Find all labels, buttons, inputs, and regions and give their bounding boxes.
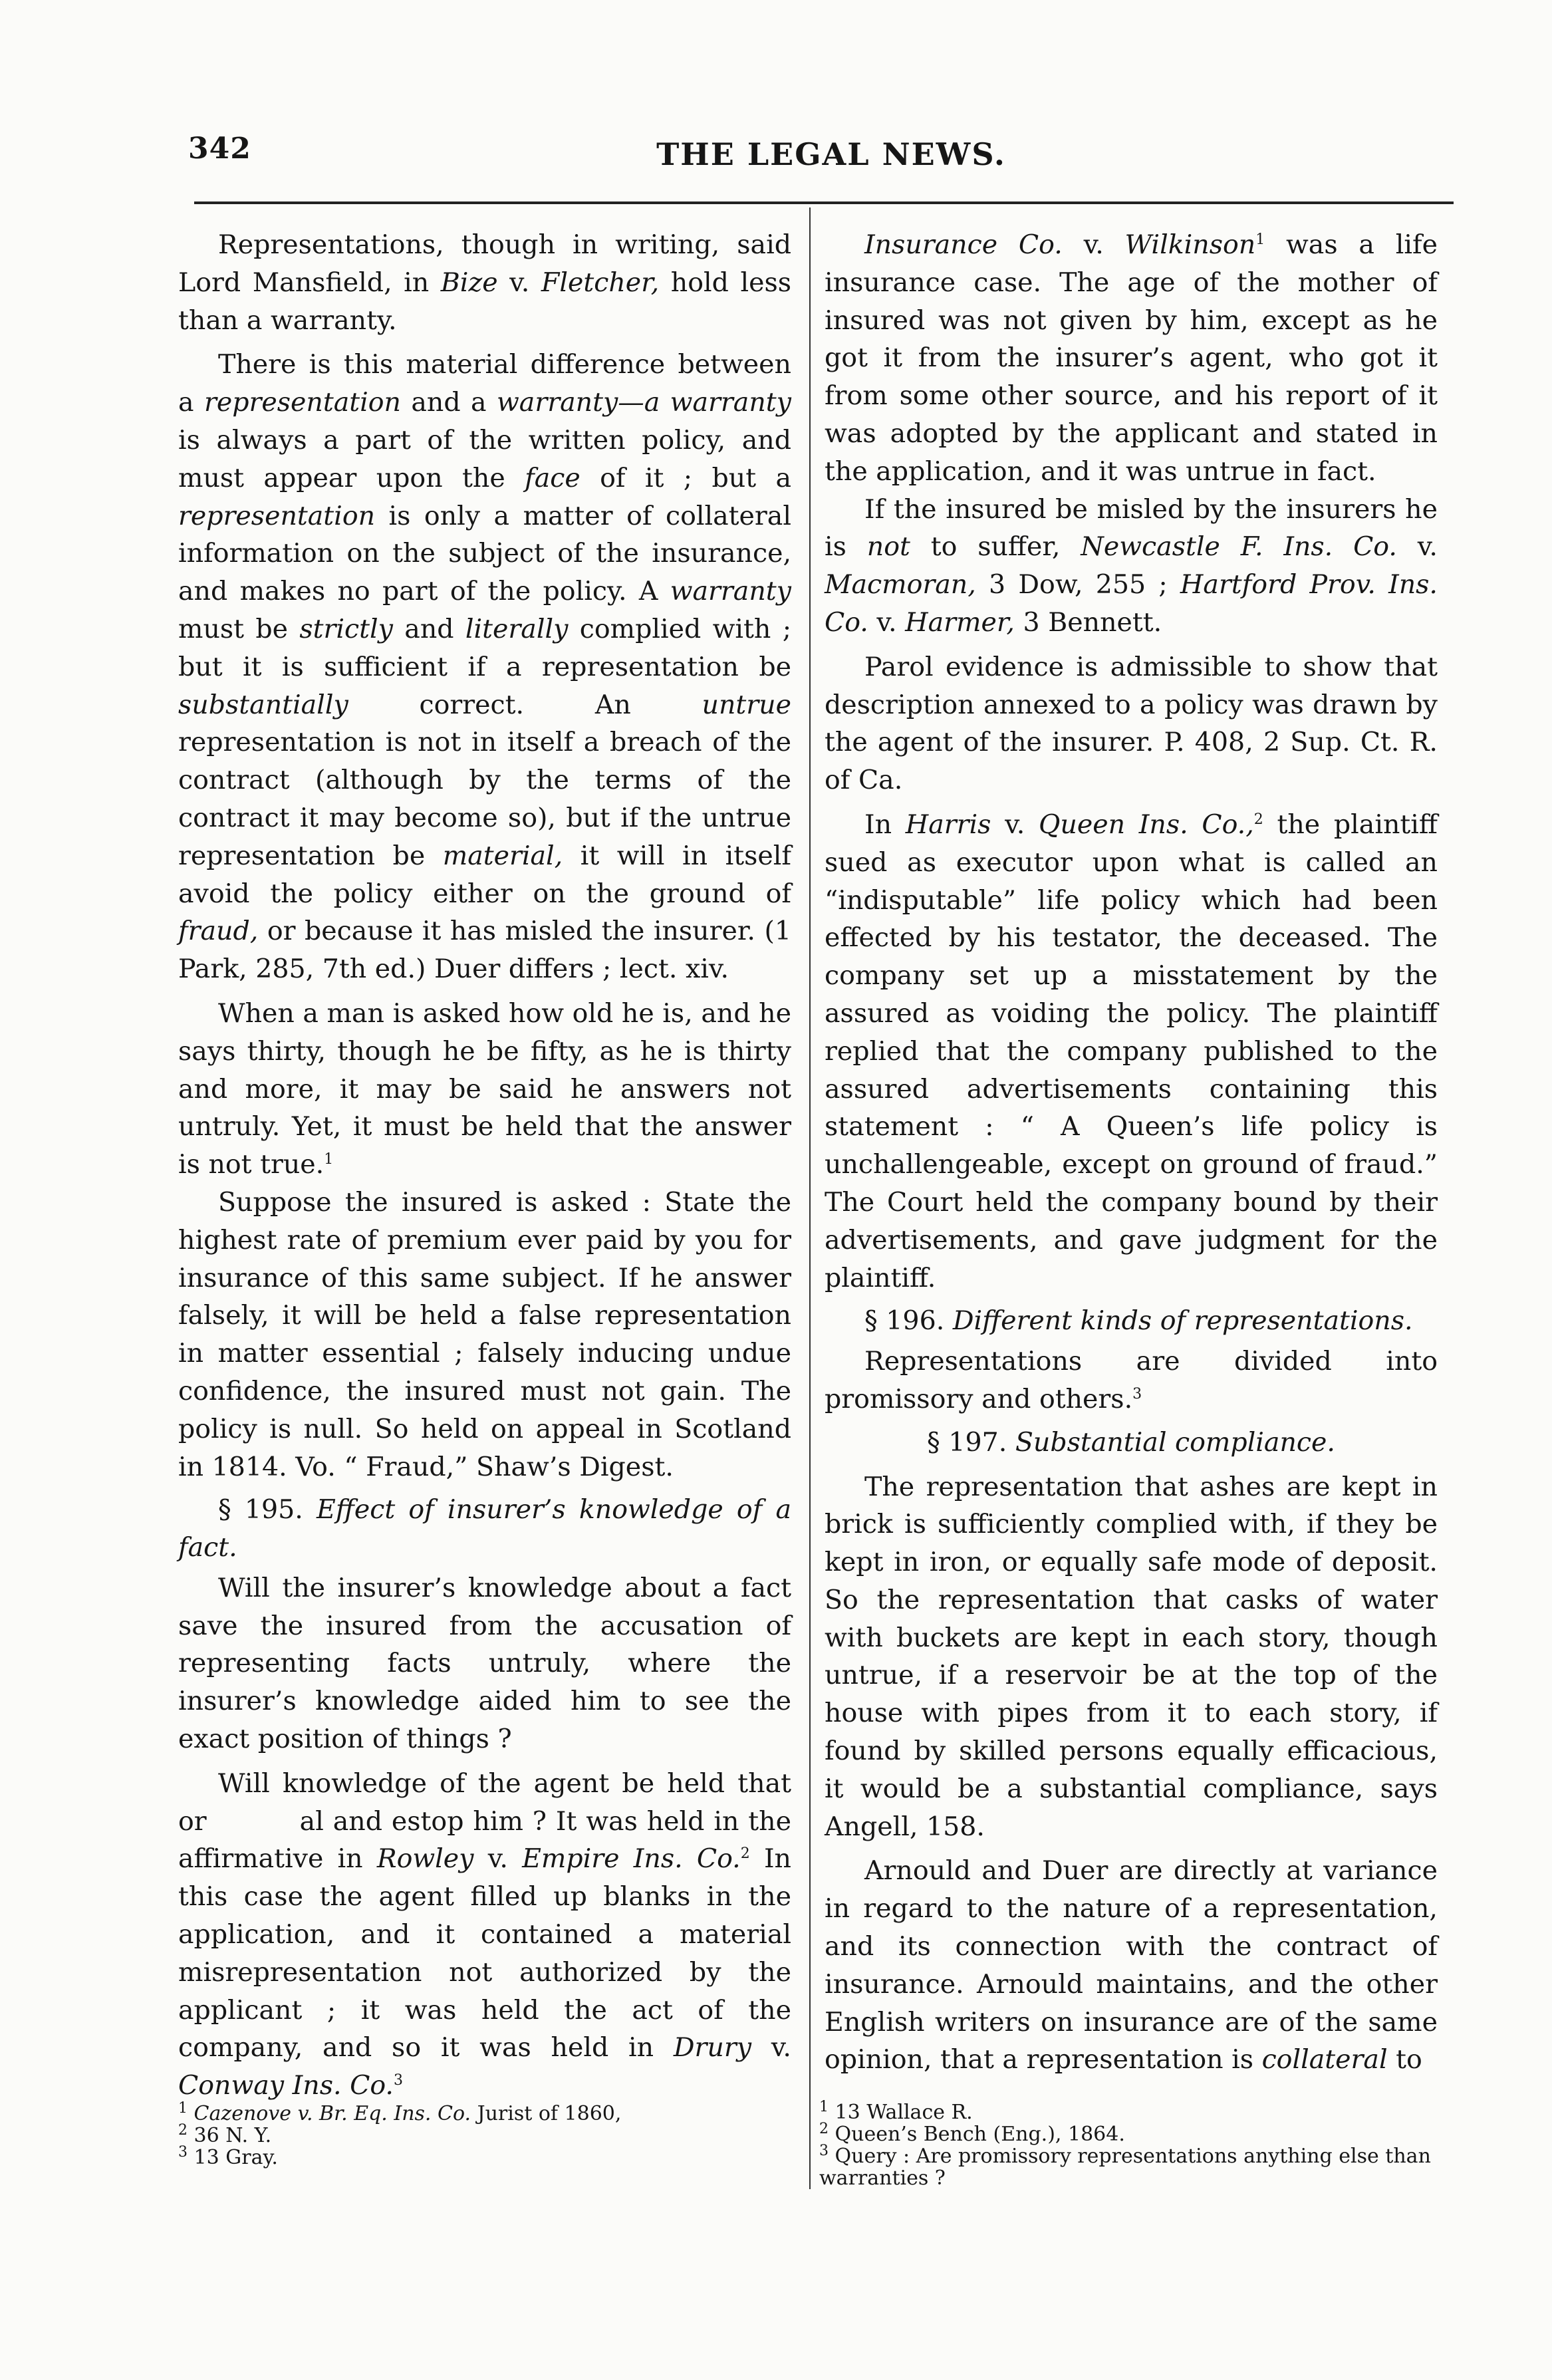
paragraph: If the insured be misled by the insurers he is not to suffer, Newcastle F. Ins. Co. v. Macmoran, 3 Dow, 255 ; Hartford Prov. Ins. Co. v. Harmer, 3 Bennett.: [825, 493, 1438, 638]
paragraph: The representation that ashes are kept in brick is sufficiently complied with, if they be kept in iron, or equally safe mode of deposit. So the representation that casks of water with buckets are kept in each story, though untrue, if a reservoir be at the top of the house with pipes from it to each story, if found by skilled persons equally efficacious, it would be a substantial compliance, says Angell, 158.: [825, 1471, 1438, 1842]
paragraph: Representations are divided into promissory and others.$^3$: [825, 1346, 1438, 1414]
section-heading-197: § 197. Substantial compliance.: [927, 1426, 1335, 1458]
left-column: [178, 226, 791, 2105]
running-head: THE LEGAL NEWS.: [656, 136, 1006, 172]
paragraph: When a man is asked how old he is, and he says thirty, though he be fifty, as he is thirty and more, it may be said he answers not untruly. Yet, it must be held that the answer is not true.$^1$: [178, 997, 791, 1180]
footnote: $^2$ Queen’s Bench (Eng.), 1864.: [819, 2121, 1125, 2146]
section-heading-196: § 196. Different kinds of representations.: [864, 1305, 1413, 1337]
right-column: [825, 226, 1438, 2079]
paragraph: Representations, though in writing, said Lord Mansfield, in Bize v. Fletcher, hold less than a warranty.: [178, 229, 792, 336]
paragraph: There is this material difference between a representation and a warranty—a warranty is always a part of the written policy, and must appear upon the face of it ; but a representation is only a matter of collateral information on the subject of the insurance, and makes no part of the policy. A warranty must be strictly and literally complied with ; but it is sufficient if a representation be substantially correct. An untrue representation is not in itself a breach of the contract (although by the terms of the contract it may become so), but if the untrue representation be material, it will in itself avoid the policy either on the ground of fraud, or because it has misled the insurer. (1 Park, 285, 7th ed.) Duer differs ; lect. xiv.: [178, 349, 792, 985]
right-footnotes: [819, 2101, 1458, 2189]
section-heading-195: § 195. Effect of insurer’s knowledge of a fact.: [178, 1494, 791, 1563]
paragraph: Parol evidence is admissible to show that description annexed to a policy was drawn by the agent of the insurer. P. 408, 2 Sup. Ct. R. of Ca.: [825, 651, 1438, 796]
header-rule: [194, 201, 1454, 204]
paragraph: Suppose the insured is asked : State the highest rate of premium ever paid by you for insurance of this same subject. If he answer falsely, it will be held a false representation in matter essential ; falsely inducing undue confidence, the insured must not gain. The policy is null. So held on appeal in Scotland in 1814. Vo. “ Fraud,” Shaw’s Digest.: [178, 1186, 791, 1482]
page-number: 342: [188, 132, 251, 166]
paragraph: Will the insurer’s knowledge about a fact save the insured from the accusation of representing facts untruly, where the insurer’s knowledge aided him to see the exact position of things ?: [178, 1572, 791, 1755]
footnote: $^1$ Cazenove v. Br. Eq. Ins. Co. Jurist of 1860,: [178, 2100, 622, 2125]
paragraph: Insurance Co. v. Wilkinson$^1$ was a life insurance case. The age of the mother of insured was not given by him, except as he got it from the insurer’s agent, who got it from some other source, and his report of it was adopted by the applicant and stated in the application, and it was untrue in fact.: [825, 229, 1438, 487]
paragraph: Arnould and Duer are directly at variance in regard to the nature of a representation, and its connection with the contract of insurance. Arnould maintains, and the other English writers on insurance are of the same opinion, that a representation is collateral to: [825, 1855, 1438, 2075]
left-footnotes: [178, 2100, 817, 2169]
footnote: $^3$ 13 Gray.: [178, 2144, 278, 2169]
footnote: $^1$ 13 Wallace R.: [819, 2099, 973, 2124]
footnote: $^3$ Query : Are promissory representations anything else than warranties ?: [819, 2143, 1431, 2190]
paragraph: In Harris v. Queen Ins. Co.,$^2$ the plaintiff sued as executor upon what is called an “indisputable” life policy which had been effected by his testator, the deceased. The company set up a misstatement by the assured as voiding the policy. The plaintiff replied that the company published to the assured advertisements containing this statement : “ A Queen’s life policy is unchallengeable, except on ground of fraud.” The Court held the company bound by their advertisements, and gave judgment for the plaintiff.: [825, 809, 1438, 1293]
paragraph: Will knowledge of the agent be held that or al and estop him ? It was held in the affirmative in Rowley v. Empire Ins. Co.$^2$ In this case the agent filled up blanks in the application, and it contained a material misrepresentation not authorized by the applicant ; it was held the act of the company, and so it was held in Drury v. Conway Ins. Co.$^3$: [178, 1768, 791, 2101]
footnote: $^2$ 36 N. Y.: [178, 2122, 272, 2147]
column-divider: [809, 207, 811, 2189]
